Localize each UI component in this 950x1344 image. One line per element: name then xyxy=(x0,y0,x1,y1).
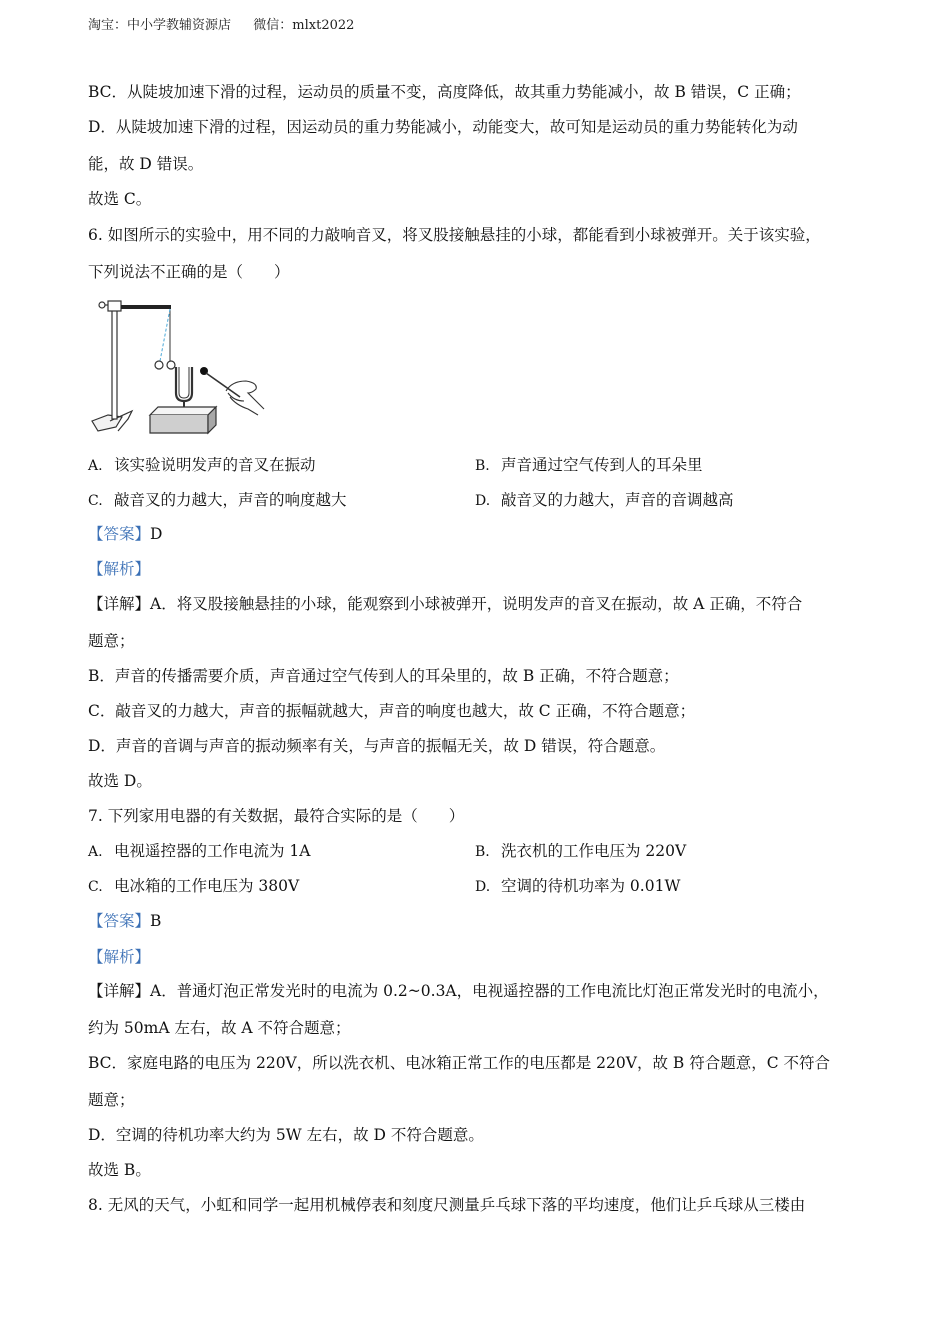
q7-option-b: B. 洗衣机的工作电压为 220V xyxy=(475,842,687,860)
q6-option-d: D. 敲音叉的力越大，声音的音调越高 xyxy=(475,491,734,509)
ball xyxy=(167,361,175,369)
q6-detail-2: 题意； xyxy=(88,632,135,650)
answer-value: B xyxy=(150,912,162,930)
q6-detail-4: C．敲音叉的力越大，声音的振幅就越大，声音的响度也越大，故 C 正确，不符合题意； xyxy=(88,702,696,720)
header-wechat: 微信：mlxt2022 xyxy=(253,18,355,33)
detail-tag: 【详解】 xyxy=(88,982,151,1000)
stand-arm xyxy=(121,305,171,309)
q5-line-1: BC．从陡坡加速下滑的过程，运动员的质量不变，高度降低，故其重力势能减小，故 B 错误，C 正确； xyxy=(88,83,801,101)
answer-tag: 【答案】 xyxy=(88,912,151,930)
q7-answer xyxy=(88,911,161,931)
q7-analysis-tag: 【解析】 xyxy=(88,948,151,966)
answer-tag: 【答案】 xyxy=(88,525,151,543)
q5-line-3: 能，故 D 错误。 xyxy=(88,155,204,173)
q6-conclusion: 故选 D。 xyxy=(88,772,152,790)
q5-conclusion: 故选 C。 xyxy=(88,190,152,208)
mallet-handle xyxy=(206,373,240,397)
q7-option-a: A. 电视遥控器的工作电流为 1A xyxy=(88,842,311,860)
q5-line-2: D．从陡坡加速下滑的过程，因运动员的重力势能减小，动能变大，故可知是运动员的重力势能转化为动 xyxy=(88,118,798,136)
header-shop: 淘宝：中小学教辅资源店 xyxy=(88,18,232,33)
ball-displaced xyxy=(155,361,163,369)
tuning-fork-figure xyxy=(88,293,273,443)
tuning-fork xyxy=(176,367,192,401)
q6-stem-1: 6. 如图所示的实验中，用不同的力敲响音叉，将叉股接触悬挂的小球，都能看到小球被弹开。关于该实验， xyxy=(88,226,821,244)
q7-detail-4: 题意； xyxy=(88,1091,135,1109)
hand xyxy=(226,381,264,415)
q6-detail-5: D．声音的音调与声音的振动频率有关，与声音的振幅无关，故 D 错误，符合题意。 xyxy=(88,737,666,755)
stand-clamp xyxy=(108,301,121,311)
dashed-string xyxy=(160,309,170,361)
detail-tag: 【详解】 xyxy=(88,595,151,613)
stand-pole xyxy=(112,305,117,419)
q6-detail-1: 【详解】A．将叉股接触悬挂的小球，能观察到小球被弹开，说明发声的音叉在振动，故 A 正确，不符合 xyxy=(88,595,803,613)
answer-value: D xyxy=(150,525,163,543)
q8-stem-1: 8. 无风的天气，小虹和同学一起用机械停表和刻度尺测量乒乓球下落的平均速度，他们让乒乓球从三楼由 xyxy=(88,1196,806,1214)
q7-conclusion: 故选 B。 xyxy=(88,1161,151,1179)
page-header xyxy=(88,14,354,33)
q7-stem: 7. 下列家用电器的有关数据，最符合实际的是（ ） xyxy=(88,807,465,825)
q7-detail-1: 【详解】A．普通灯泡正常发光时的电流为 0.2~0.3A，电视遥控器的工作电流比灯泡正常发光时的电流小， xyxy=(88,982,829,1000)
q7-detail-5: D．空调的待机功率大约为 5W 左右，故 D 不符合题意。 xyxy=(88,1126,484,1144)
q7-detail-3: BC．家庭电路的电压为 220V，所以洗衣机、电冰箱正常工作的电压都是 220V，故 B 符合题意，C 不符合 xyxy=(88,1054,830,1072)
q6-detail-3: B．声音的传播需要介质，声音通过空气传到人的耳朵里的，故 B 正确，不符合题意； xyxy=(88,667,679,685)
q6-option-a: A. 该实验说明发声的音叉在振动 xyxy=(88,456,316,474)
resonance-box xyxy=(150,407,216,415)
q7-option-c: C. 电冰箱的工作电压为 380V xyxy=(88,877,300,895)
q6-answer xyxy=(88,524,162,544)
q7-option-d: D. 空调的待机功率为 0.01W xyxy=(475,877,681,895)
q6-option-c: C. 敲音叉的力越大，声音的响度越大 xyxy=(88,491,347,509)
q6-analysis-tag: 【解析】 xyxy=(88,560,151,578)
q6-option-b: B. 声音通过空气传到人的耳朵里 xyxy=(475,456,703,474)
q7-detail-2: 约为 50mA 左右，故 A 不符合题意； xyxy=(88,1019,351,1037)
q6-stem-2: 下列说法不正确的是（ ） xyxy=(88,263,290,281)
